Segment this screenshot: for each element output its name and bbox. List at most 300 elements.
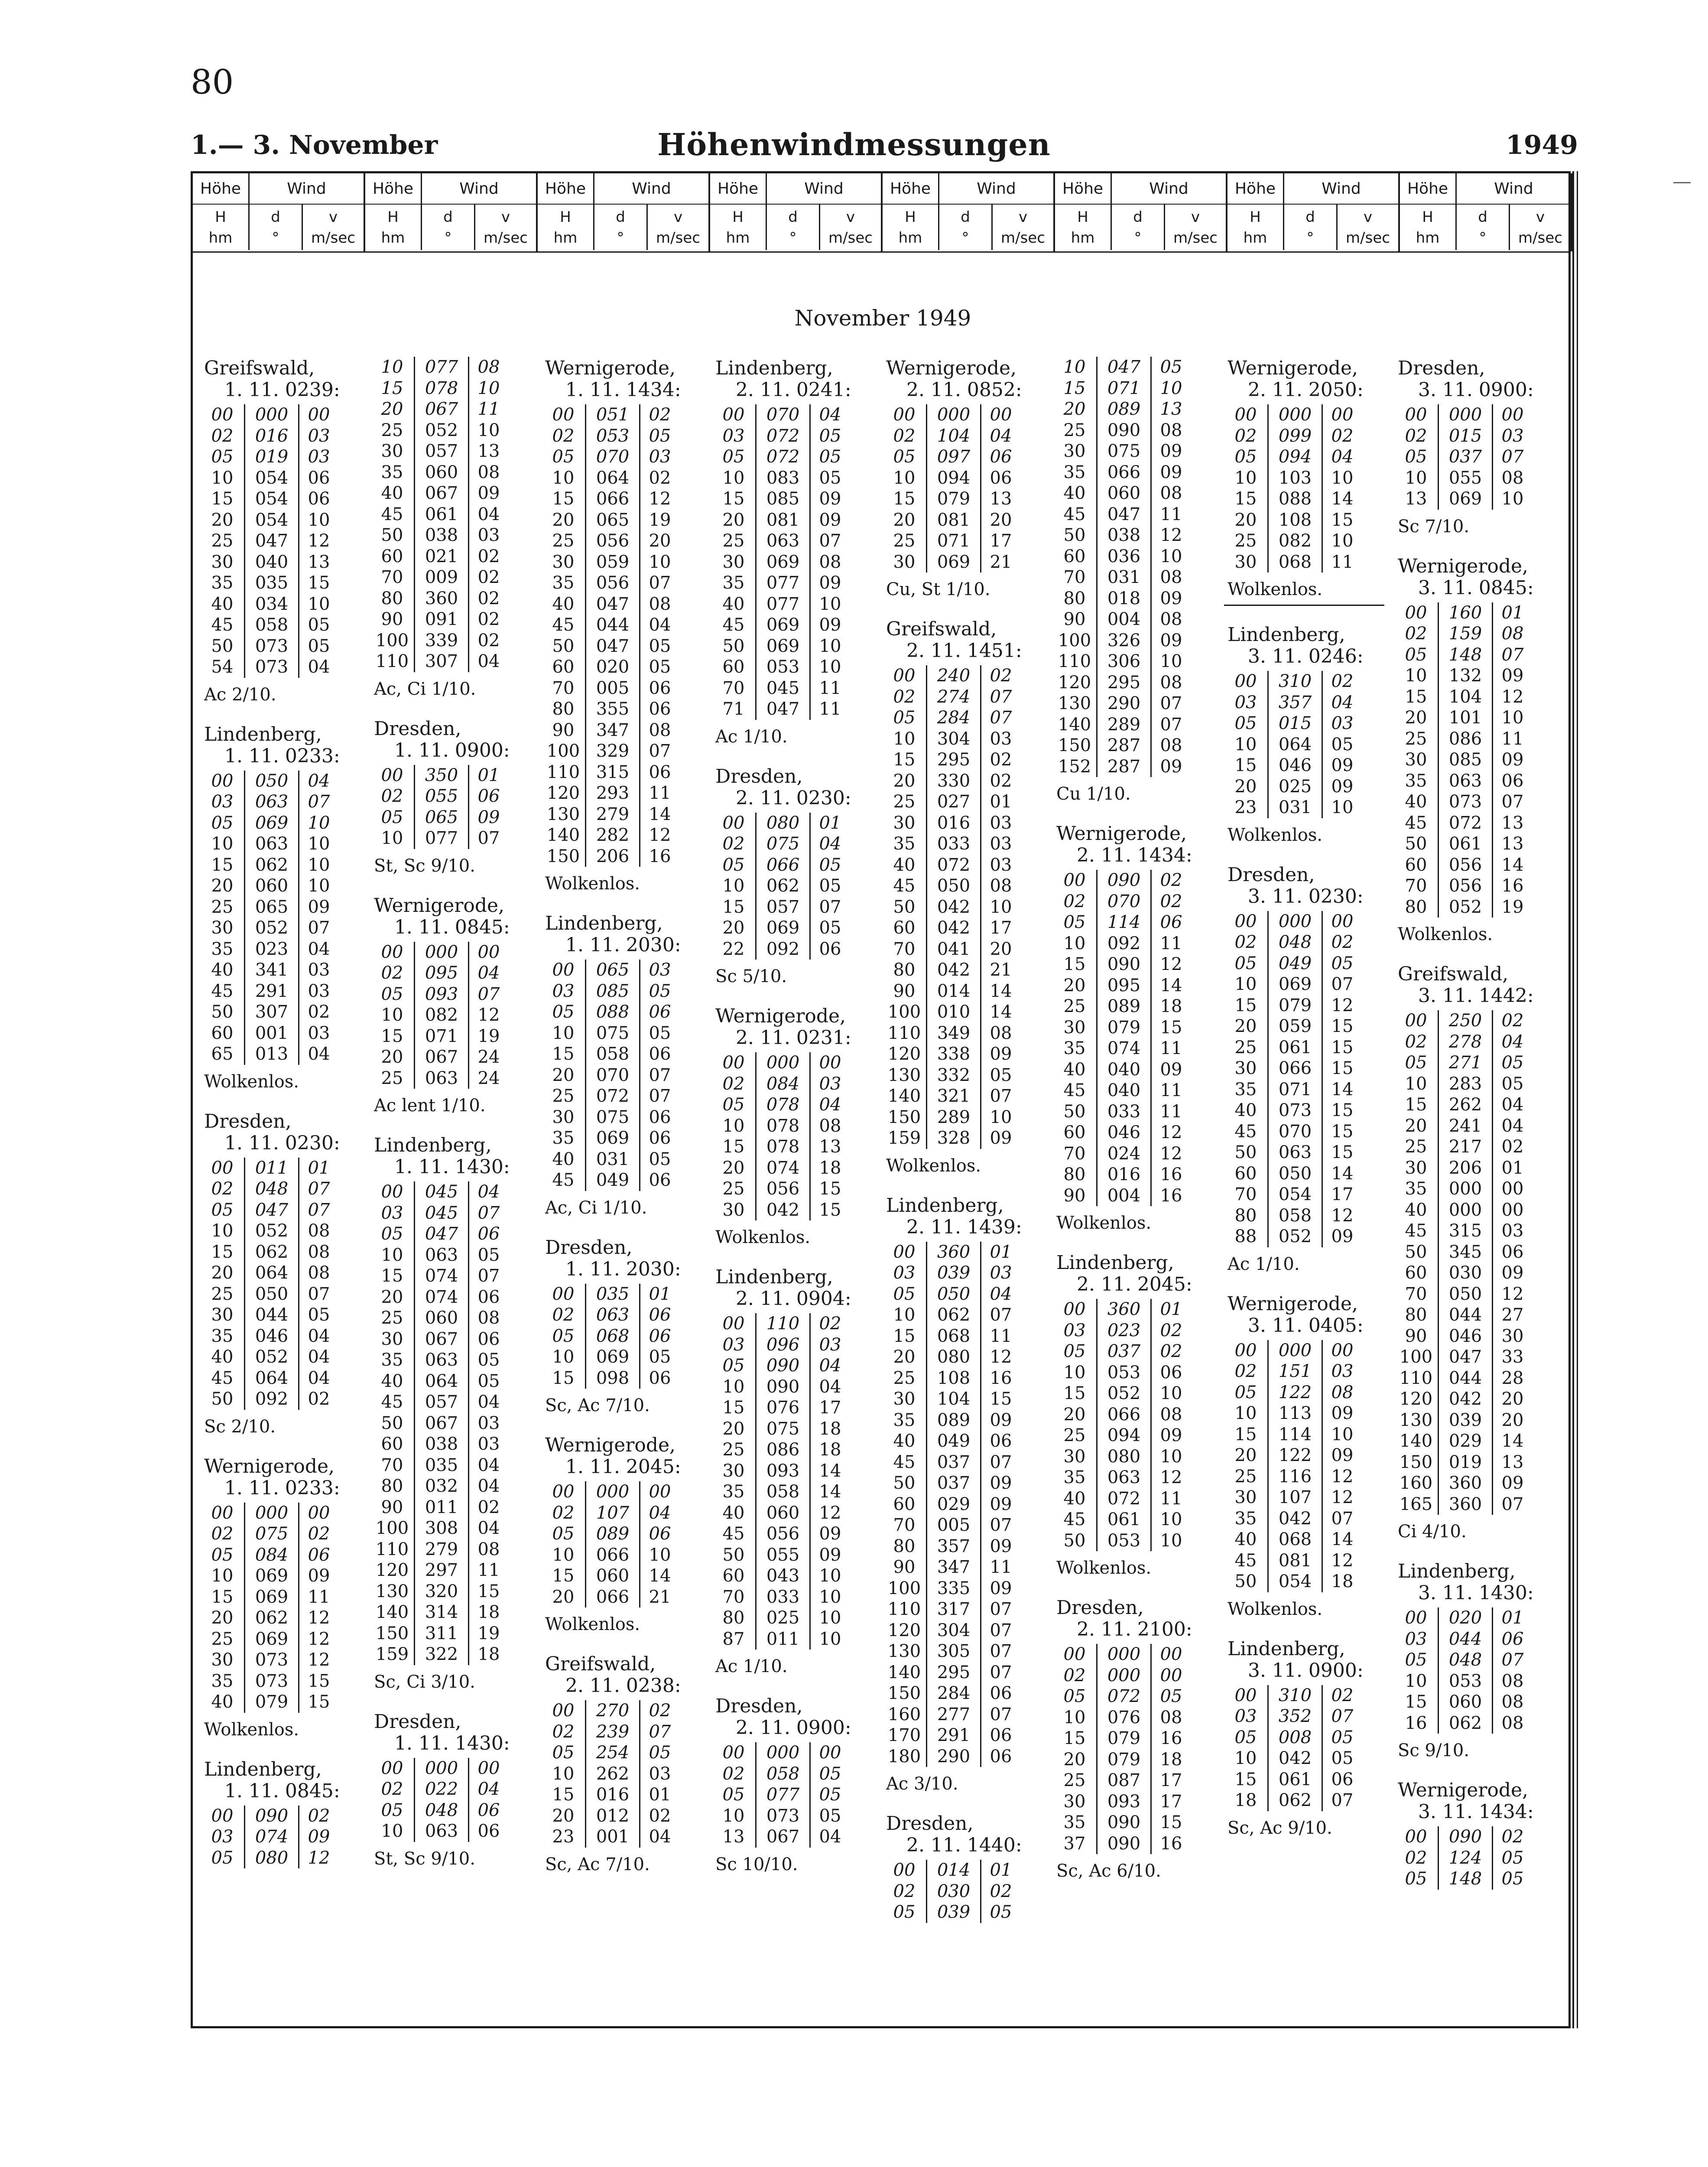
table-row <box>883 791 1052 813</box>
speed-value: 10 <box>1160 378 1182 398</box>
height-value: 20 <box>1063 399 1086 419</box>
table-row <box>712 1158 881 1179</box>
direction-value: 098 <box>585 1368 640 1389</box>
height-value: 10 <box>211 1566 234 1586</box>
speed-value: 21 <box>990 552 1012 572</box>
direction-value: 042 <box>1267 1508 1323 1529</box>
speed-value: 20 <box>649 531 671 551</box>
table-row <box>712 1313 881 1334</box>
direction-value: 206 <box>1438 1158 1493 1179</box>
direction-value: 067 <box>414 1047 469 1068</box>
cloud-note: Sc 2/10. <box>204 1416 276 1437</box>
speed-value: 03 <box>308 960 330 980</box>
table-row <box>370 1181 539 1203</box>
speed-value: 02 <box>308 1806 330 1826</box>
direction-value: 031 <box>1267 797 1323 818</box>
height-value: 05 <box>1405 1650 1427 1670</box>
table-row <box>1053 996 1222 1017</box>
direction-value: 076 <box>1096 1707 1152 1728</box>
direction-value: 360 <box>414 588 469 609</box>
direction-value: 079 <box>1096 1749 1152 1770</box>
direction-value: 047 <box>1096 357 1152 378</box>
table-row <box>1224 1769 1393 1790</box>
table-row <box>1224 426 1393 447</box>
speed-value: 05 <box>819 447 841 467</box>
table-row <box>1394 813 1563 834</box>
table-row <box>542 573 711 594</box>
height-value: 35 <box>893 834 916 854</box>
station-block <box>201 1456 370 1741</box>
direction-value: 360 <box>1096 1299 1152 1320</box>
column-header <box>193 173 365 251</box>
direction-value: 056 <box>585 573 640 594</box>
table-row <box>1053 870 1222 891</box>
station-block <box>370 1135 539 1693</box>
speed-value: 19 <box>477 1623 500 1643</box>
direction-value: 069 <box>244 813 299 834</box>
direction-value: 054 <box>244 488 299 510</box>
speed-value: 10 <box>1331 797 1354 817</box>
direction-value: 122 <box>1267 1382 1323 1403</box>
table-row <box>1053 891 1222 912</box>
height-value: 20 <box>381 1047 403 1067</box>
table-row <box>712 897 881 918</box>
table-row <box>883 749 1052 771</box>
table-double-border <box>1572 171 1578 2028</box>
speed-value: 07 <box>990 1599 1012 1619</box>
direction-value: 217 <box>1438 1136 1493 1158</box>
speed-value: 20 <box>990 939 1012 959</box>
table-row <box>370 1068 539 1089</box>
speed-value: 06 <box>990 468 1012 488</box>
direction-value: 050 <box>1267 1163 1323 1184</box>
speed-value: 14 <box>990 981 1012 1001</box>
height-value: 50 <box>211 636 234 656</box>
table-row <box>1394 1262 1563 1284</box>
speed-value: 07 <box>990 1515 1012 1535</box>
cloud-note: Sc, Ac 7/10. <box>545 1396 650 1415</box>
direction-value: 042 <box>926 918 981 939</box>
direction-value: 071 <box>1267 1079 1323 1100</box>
table-row <box>201 615 370 636</box>
speed-value: 09 <box>990 1473 1012 1493</box>
height-value: 25 <box>1234 1037 1257 1057</box>
table-row <box>1224 995 1393 1016</box>
table-row <box>712 1094 881 1116</box>
height-value: 35 <box>1234 1508 1257 1529</box>
speed-value: 03 <box>1501 426 1524 446</box>
height-value: 00 <box>893 666 916 686</box>
measurement-rows <box>370 1758 539 1842</box>
table-row <box>201 939 370 960</box>
cloud-note: Sc 5/10. <box>715 966 787 986</box>
table-row <box>542 1347 711 1368</box>
speed-value: 09 <box>819 510 841 530</box>
table-row <box>201 446 370 468</box>
wind-header: Wind <box>804 179 844 198</box>
direction-value: 062 <box>244 1607 299 1629</box>
direction-value: 084 <box>244 1545 299 1566</box>
height-value: 45 <box>893 1452 916 1472</box>
height-value: 50 <box>1234 1142 1257 1162</box>
height-value: 50 <box>722 636 745 656</box>
table-row <box>1224 776 1393 797</box>
direction-value: 046 <box>1096 1122 1152 1143</box>
speed-value: 09 <box>990 1578 1012 1598</box>
speed-value: 06 <box>477 1800 500 1820</box>
height-value: 10 <box>381 828 403 848</box>
speed-value: 00 <box>1331 1340 1354 1360</box>
speed-value: 03 <box>477 1434 500 1454</box>
direction-value: 000 <box>414 942 469 963</box>
height-value: 130 <box>1399 1410 1433 1430</box>
cloud-note: Cu, St 1/10. <box>886 579 990 599</box>
table-row <box>1053 912 1222 933</box>
direction-value: 054 <box>1267 1184 1323 1205</box>
table-row <box>712 573 881 594</box>
table-row <box>712 510 881 531</box>
table-row <box>712 1178 881 1200</box>
table-row <box>1394 1284 1563 1305</box>
speed-value: 01 <box>819 813 841 833</box>
speed-value: 06 <box>1331 1769 1354 1790</box>
table-row <box>1224 755 1393 776</box>
table-row <box>712 1074 881 1095</box>
direction-value: 042 <box>755 1200 811 1221</box>
speed-value: 02 <box>308 1002 330 1022</box>
direction-value: 097 <box>926 446 981 468</box>
table-row <box>712 636 881 657</box>
table-row <box>1394 897 1563 918</box>
degree-unit: ° <box>961 229 969 247</box>
table-row <box>712 404 881 426</box>
height-value: 02 <box>1234 1361 1257 1381</box>
speed-value: 04 <box>819 1095 841 1115</box>
speed-value: 02 <box>649 1806 671 1826</box>
table-row <box>1394 1368 1563 1389</box>
direction-value: 052 <box>1096 1383 1152 1404</box>
direction-value: 035 <box>244 573 299 594</box>
station-block <box>1053 823 1222 1234</box>
table-row <box>542 1523 711 1545</box>
direction-value: 019 <box>1438 1452 1493 1473</box>
direction-value: 047 <box>244 1200 299 1221</box>
direction-value: 080 <box>755 813 811 834</box>
direction-value: 069 <box>755 918 811 939</box>
direction-value: 254 <box>585 1742 640 1764</box>
direction-value: 114 <box>1267 1424 1323 1445</box>
speed-value: 11 <box>1160 1101 1182 1122</box>
height-value: 03 <box>722 426 745 446</box>
direction-value: 088 <box>1267 488 1323 510</box>
height-value: 20 <box>722 1158 745 1178</box>
station-block <box>542 913 711 1219</box>
speed-value: 08 <box>308 1221 330 1241</box>
speed-value: 07 <box>1331 1790 1354 1810</box>
table-row <box>712 939 881 960</box>
station-column <box>712 358 881 1894</box>
table-row <box>201 833 370 855</box>
height-value: 02 <box>1405 1848 1427 1868</box>
height-value: 20 <box>552 1806 575 1826</box>
height-value: 30 <box>381 441 403 461</box>
height-value: 05 <box>1063 1686 1086 1706</box>
height-value: 00 <box>893 405 916 425</box>
height-value: 15 <box>722 897 745 917</box>
speed-value: 06 <box>649 1326 671 1346</box>
speed-value: 14 <box>1331 1163 1354 1184</box>
speed-value: 13 <box>1160 399 1182 419</box>
height-value: 15 <box>381 378 403 398</box>
direction-value: 062 <box>244 855 299 876</box>
direction-value: 315 <box>585 762 640 783</box>
table-row <box>1053 651 1222 672</box>
speed-value: 08 <box>1501 624 1524 644</box>
height-value: 45 <box>722 615 745 635</box>
direction-value: 074 <box>414 1266 469 1287</box>
direction-value: 304 <box>926 1620 981 1641</box>
direction-value: 116 <box>1267 1466 1323 1487</box>
table-row <box>1053 1728 1222 1749</box>
height-value: 15 <box>1234 489 1257 509</box>
height-value: 70 <box>893 939 916 959</box>
speed-value: 07 <box>1501 792 1524 812</box>
speed-value: 27 <box>1501 1305 1524 1325</box>
direction-value: 023 <box>244 939 299 960</box>
direction-value: 037 <box>1096 1341 1152 1362</box>
table-row <box>712 552 881 573</box>
table-row <box>542 1170 711 1191</box>
speed-value: 08 <box>477 462 500 482</box>
speed-value: 04 <box>477 1455 500 1475</box>
height-value: 35 <box>1063 1038 1086 1058</box>
speed-value: 04 <box>1331 692 1354 713</box>
cloud-note: Ac lent 1/10. <box>374 1096 486 1116</box>
speed-value: 02 <box>1160 891 1182 911</box>
height-value: 40 <box>211 1692 234 1712</box>
direction-value: 077 <box>755 573 811 594</box>
table-row <box>201 1650 370 1671</box>
table-row <box>1224 1508 1393 1529</box>
table-row <box>542 741 711 762</box>
ms-unit: m/sec <box>1346 229 1390 247</box>
observation-time: 1. 11. 0233: <box>224 1477 340 1499</box>
speed-value: 14 <box>990 1002 1012 1022</box>
speed-value: 02 <box>308 1524 330 1544</box>
table-row <box>201 1368 370 1389</box>
speed-value: 16 <box>990 1368 1012 1388</box>
height-value: 90 <box>381 1497 403 1517</box>
table-row <box>542 1305 711 1326</box>
table-row <box>712 446 881 468</box>
table-row <box>712 1503 881 1524</box>
height-value: 00 <box>381 765 403 785</box>
hoehe-header: Höhe <box>710 173 767 204</box>
direction-value: 328 <box>926 1128 981 1149</box>
table-row <box>883 1599 1052 1620</box>
measurement-rows <box>1394 1010 1563 1515</box>
observation-time: 2. 11. 0852: <box>906 379 1022 401</box>
table-row <box>712 1419 881 1440</box>
speed-value: 09 <box>1160 441 1182 461</box>
table-row <box>1053 1164 1222 1185</box>
table-row <box>370 630 539 651</box>
cloud-note: Sc, Ci 3/10. <box>374 1672 475 1692</box>
speed-value: 12 <box>1331 1550 1354 1571</box>
height-value: 25 <box>1405 729 1427 749</box>
measurement-rows <box>883 665 1052 1149</box>
cloud-note: Wolkenlos. <box>1227 825 1323 845</box>
table-row <box>1394 1713 1563 1734</box>
station-name: Wernigerode, <box>886 357 1017 379</box>
station-name: Lindenberg, <box>886 1194 1004 1217</box>
direction-value: 071 <box>926 530 981 552</box>
height-value: 30 <box>552 1107 575 1127</box>
direction-value: 060 <box>585 1565 640 1587</box>
height-value: 70 <box>722 1587 745 1607</box>
direction-value: 049 <box>1267 953 1323 974</box>
height-value: 70 <box>381 567 403 587</box>
table-row <box>1224 1424 1393 1445</box>
direction-value: 015 <box>1267 713 1323 734</box>
height-value: 10 <box>1234 734 1257 755</box>
height-value: 40 <box>1405 1200 1427 1220</box>
direction-value: 067 <box>414 399 469 420</box>
section-rule <box>1224 605 1384 606</box>
height-value: 90 <box>381 609 403 629</box>
direction-value: 271 <box>1438 1052 1493 1074</box>
measurement-rows <box>370 1181 539 1665</box>
speed-value: 05 <box>308 1305 330 1325</box>
table-row <box>1053 1686 1222 1707</box>
observation-time: 2. 11. 0231: <box>736 1027 851 1049</box>
direction-value: 082 <box>414 1005 469 1026</box>
speed-value: 05 <box>819 1764 841 1784</box>
speed-value: 17 <box>990 531 1012 551</box>
height-value: 60 <box>722 657 745 677</box>
direction-value: 069 <box>1267 974 1323 995</box>
observation-time: 2. 11. 1451: <box>906 640 1022 662</box>
height-value: 02 <box>1063 891 1086 911</box>
height-value: 35 <box>211 573 234 593</box>
height-value: 40 <box>722 1503 745 1523</box>
table-row <box>1053 1101 1222 1123</box>
speed-value: 04 <box>477 1779 500 1799</box>
direction-value: 005 <box>585 678 640 699</box>
station-name: Wernigerode, <box>204 1455 335 1477</box>
table-row <box>1394 404 1563 426</box>
height-value: 25 <box>381 1068 403 1088</box>
table-row <box>1224 1790 1393 1811</box>
direction-value: 010 <box>926 1002 981 1023</box>
height-value: 45 <box>1405 1221 1427 1241</box>
speed-value: 08 <box>1160 735 1182 755</box>
direction-value: 061 <box>414 504 469 525</box>
speed-value: 03 <box>308 447 330 467</box>
table-row <box>1224 1706 1393 1727</box>
speed-value: 01 <box>1501 602 1524 623</box>
table-row <box>1394 1452 1563 1473</box>
cloud-note: St, Sc 9/10. <box>374 856 475 876</box>
table-row <box>370 462 539 483</box>
direction-value: 072 <box>926 855 981 876</box>
observation-time: 1. 11. 0845: <box>394 916 510 938</box>
speed-value: 15 <box>1331 1100 1354 1120</box>
table-row <box>883 813 1052 834</box>
direction-value: 058 <box>244 615 299 636</box>
height-value: 35 <box>893 1410 916 1430</box>
table-row <box>1224 932 1393 953</box>
direction-value: 079 <box>926 488 981 510</box>
table-row <box>712 1481 881 1503</box>
speed-value: 10 <box>308 510 330 530</box>
hm-unit: hm <box>381 229 405 247</box>
speed-value: 15 <box>477 1581 500 1601</box>
station-name: Lindenberg, <box>715 357 833 379</box>
speed-value: 03 <box>1331 1361 1354 1381</box>
table-row <box>1394 1494 1563 1515</box>
speed-value: 02 <box>1501 1011 1524 1031</box>
speed-value: 04 <box>477 1182 500 1202</box>
direction-value: 307 <box>244 1002 299 1023</box>
height-value: 10 <box>722 1376 745 1397</box>
height-value: 80 <box>893 1536 916 1556</box>
height-value: 05 <box>1234 953 1257 973</box>
height-value: 70 <box>893 1515 916 1535</box>
direction-value: 291 <box>926 1725 981 1746</box>
station-name: Wernigerode, <box>374 894 505 917</box>
direction-value: 086 <box>755 1439 811 1461</box>
height-value: 02 <box>552 1305 575 1325</box>
table-row <box>201 1220 370 1242</box>
speed-value: 08 <box>477 1539 500 1559</box>
height-value: 100 <box>1058 630 1091 651</box>
direction-value: 069 <box>244 1587 299 1608</box>
height-value: 140 <box>1058 714 1091 735</box>
direction-value: 073 <box>1267 1100 1323 1121</box>
speed-value: 15 <box>308 573 330 593</box>
station-block <box>1224 1638 1393 1839</box>
speed-value: 00 <box>819 1743 841 1763</box>
direction-value: 060 <box>414 462 469 483</box>
table-row <box>1394 1347 1563 1368</box>
speed-value: 07 <box>649 1721 671 1742</box>
table-row <box>1394 1848 1563 1869</box>
direction-value: 262 <box>585 1764 640 1785</box>
height-value: 54 <box>211 657 234 677</box>
direction-value: 095 <box>414 963 469 984</box>
speed-value: 03 <box>819 1074 841 1094</box>
station-column <box>883 358 1052 1941</box>
height-value: 10 <box>1234 974 1257 994</box>
table-row <box>1053 1038 1222 1059</box>
station-name: Wernigerode, <box>1227 1292 1358 1315</box>
height-value: 80 <box>381 588 403 608</box>
height-value: 50 <box>1063 1530 1086 1551</box>
speed-value: 09 <box>1160 1059 1182 1080</box>
table-row <box>712 678 881 699</box>
speed-value: 21 <box>649 1587 671 1607</box>
table-row <box>370 1245 539 1266</box>
height-value: 10 <box>722 876 745 896</box>
direction-value: 062 <box>244 1242 299 1263</box>
table-row <box>370 807 539 828</box>
speed-value: 17 <box>990 918 1012 938</box>
station-name: Lindenberg, <box>204 1758 322 1780</box>
observation-time: 1. 11. 1430: <box>394 1732 510 1754</box>
speed-value: 07 <box>990 1641 1012 1661</box>
direction-value: 350 <box>414 765 469 786</box>
